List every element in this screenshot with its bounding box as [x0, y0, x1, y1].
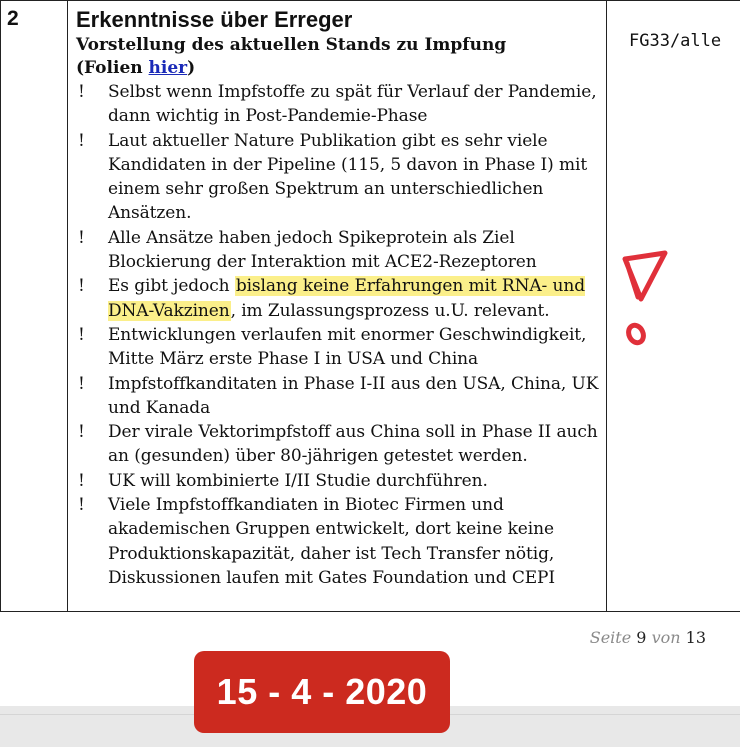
- list-item: [76, 226, 606, 275]
- owner-label: FG33/alle: [629, 31, 722, 51]
- footer-seite: Seite: [589, 628, 632, 647]
- main-cell: [68, 1, 607, 612]
- red-dot-scribble: [626, 323, 646, 345]
- item-text: Impfstoffkanditaten in Phase I-II aus den USA, China, UK und Kanada: [108, 373, 599, 418]
- bullet-glyph: !: [78, 82, 85, 102]
- list-item: [76, 469, 606, 493]
- bullet-glyph: !: [78, 276, 85, 297]
- item-text: Alle Ansätze haben jedoch Spikeprotein als Ziel Blockierung der Interaktion mit ACE2-Rezeptoren: [108, 227, 537, 273]
- list-item: [76, 493, 606, 590]
- bullet-glyph: !: [78, 470, 85, 491]
- footer-total-pages: 13: [685, 628, 706, 647]
- bullet-glyph: !: [78, 324, 85, 345]
- list-item: [76, 274, 606, 323]
- item-text: Viele Impfstoffkandiaten in Biotec Firmen und akademischen Gruppen entwickelt, dort keine keine Produktionskapazität, daher ist Tech Transfer nötig, Diskussionen laufen mit Gates Foundation und CEPI: [108, 495, 556, 588]
- bullet-glyph: !: [78, 130, 85, 151]
- bullet-glyph: !: [78, 227, 85, 248]
- item-text: Entwicklungen verlaufen mit enormer Geschwindigkeit, Mitte März erste Phase I in USA und China: [108, 324, 587, 370]
- folien-prefix: (Folien: [76, 58, 149, 78]
- folien-suffix: ): [187, 58, 196, 78]
- subheading-text: Vorstellung des aktuellen Stands zu Impfung: [76, 35, 507, 55]
- item-text-post: , im Zulassungsprozess u.U. relevant.: [230, 300, 550, 321]
- item-text: Laut aktueller Nature Publikation gibt es sehr viele Kandidaten in der Pipeline (115, 5 davon in Phase I) mit einem sehr großen Spektrum an unterschiedlichen Ansätzen.: [108, 130, 588, 224]
- footer-von: von: [651, 628, 681, 647]
- list-item: [76, 372, 606, 421]
- list-item: [76, 129, 606, 226]
- page-footer: [590, 628, 706, 647]
- date-badge: 15 - 4 - 2020: [194, 651, 450, 733]
- highlighted-text: bislang keine Erfahrungen mit RNA- und DNA-Vakzinen: [108, 276, 585, 321]
- footer-page-number: 9: [636, 628, 647, 647]
- row-subheading: [76, 34, 606, 80]
- table-row: [1, 1, 740, 612]
- list-item: [76, 420, 606, 469]
- bullet-glyph: !: [78, 495, 85, 516]
- folien-link[interactable]: hier: [148, 58, 188, 78]
- item-text: UK will kombinierte I/II Studie durchführen.: [108, 470, 488, 491]
- list-item: [76, 323, 606, 372]
- responsible-cell: [607, 1, 740, 612]
- row-number: 2: [1, 1, 68, 612]
- list-item: [76, 80, 606, 129]
- annotation-marks: [607, 1, 740, 613]
- bullet-glyph: !: [78, 373, 85, 394]
- item-text: Selbst wenn Impfstoffe zu spät für Verlauf der Pandemie, dann wichtig in Post-Pandemie-Phase: [108, 82, 597, 127]
- bullet-glyph: !: [78, 422, 85, 443]
- bullet-list: [76, 80, 606, 590]
- item-text: Der virale Vektorimpfstoff aus China soll in Phase II auch an (gesunden) über 80-jährigen getestet werden.: [108, 422, 598, 467]
- row-heading: Erkenntnisse über Erreger: [76, 7, 353, 32]
- red-triangle-scribble: [625, 253, 665, 299]
- item-text-pre: Es gibt jedoch: [108, 276, 235, 297]
